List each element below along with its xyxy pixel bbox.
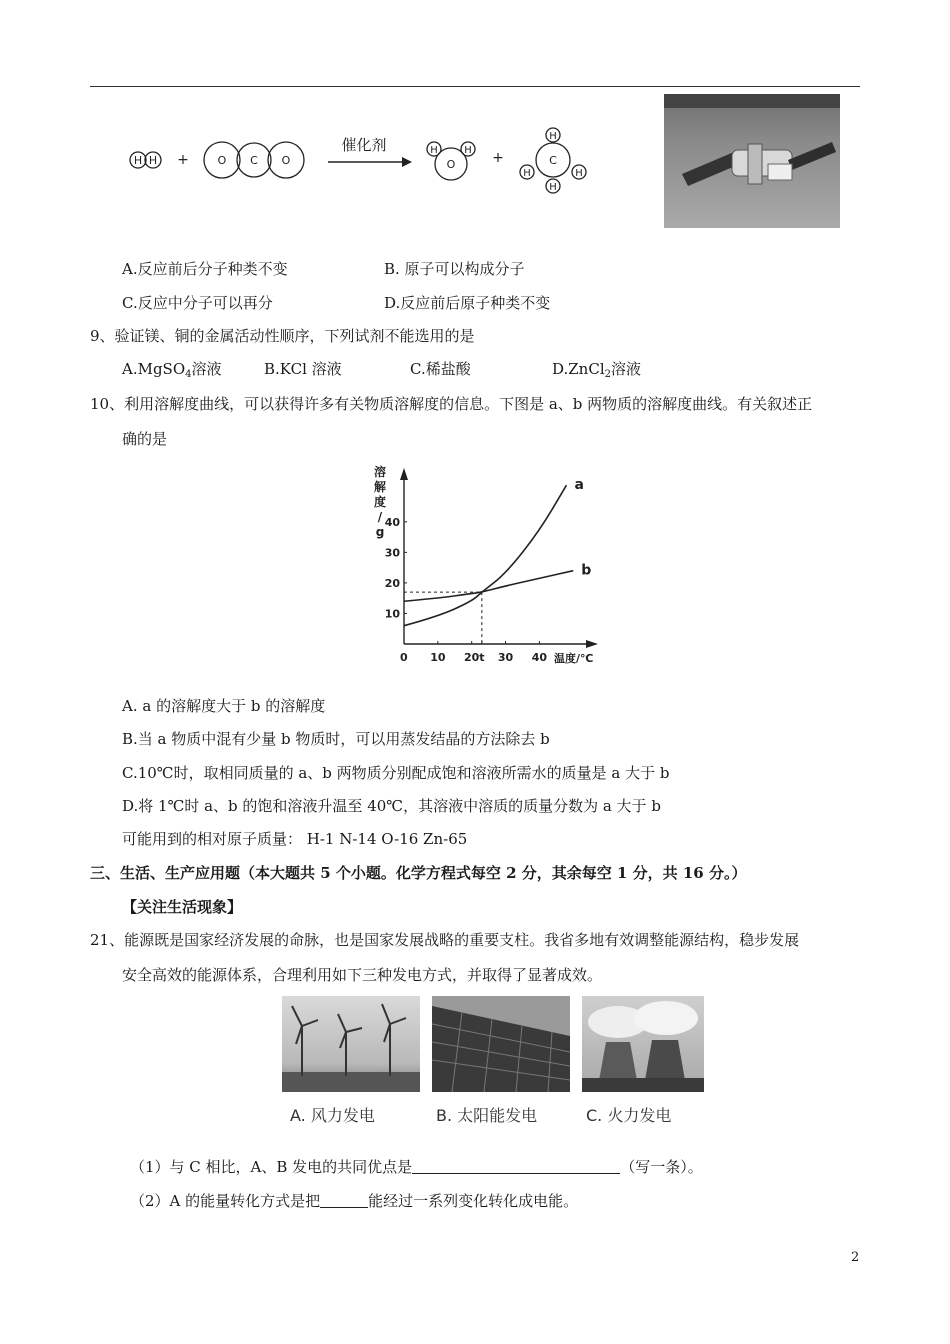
page-number: 2 [851, 1250, 860, 1265]
header-rule [90, 86, 860, 87]
q9-stem: 9、验证镁、铜的金属活动性顺序，下列试剂不能选用的是 [90, 327, 475, 345]
wind-power-photo [282, 996, 420, 1092]
q8-option-b: B. 原子可以构成分子 [384, 260, 525, 278]
q9-option-b: B.KCl 溶液 [264, 360, 342, 378]
q10-option-b: B.当 a 物质中混有少量 b 物质时，可以用蒸发结晶的方法除去 b [122, 730, 550, 748]
atom-label: C [250, 154, 258, 167]
solubility-chart [360, 460, 610, 670]
x-axis-arrow [586, 640, 598, 648]
svg-text:H: H [549, 131, 557, 142]
y-axis-label-char: 溶 [373, 465, 387, 479]
caption-wind: A. 风力发电 [290, 1106, 375, 1125]
catalyst-label: 催化剂 [341, 136, 387, 154]
x-tick-label: 30 [497, 651, 514, 664]
svg-text:H: H [575, 168, 583, 179]
caption-thermal: C. 火力发电 [586, 1106, 672, 1125]
solar-power-photo [432, 996, 570, 1092]
reaction-diagram [120, 118, 600, 200]
y-axis-arrow [400, 468, 408, 480]
y-axis-label-char: / [377, 510, 383, 524]
q9-option-d: D.ZnCl$_2$溶液 [552, 360, 642, 380]
thermal-power-photo [582, 996, 704, 1092]
y-tick-label: 30 [384, 546, 400, 560]
y-axis-label-char: 解 [373, 480, 387, 494]
atom-label: O [217, 154, 227, 167]
answer-blank-1[interactable] [412, 1159, 620, 1174]
q21-stem-line1: 21、能源既是国家经济发展的命脉，也是国家发展战略的重要支柱。我省多地有效调整能源结构，稳步发展 [90, 931, 800, 949]
atom-label: H [133, 154, 143, 167]
svg-text:H: H [464, 145, 472, 156]
section3-subheading: 【关注生活现象】 [122, 898, 243, 916]
plus-sign: + [492, 150, 504, 166]
x-tick-label: 0 [400, 651, 408, 664]
q21-stem-line2: 安全高效的能源体系，合理利用如下三种发电方式，并取得了显著成效。 [122, 966, 603, 984]
x-tick-label: 10 [430, 651, 446, 664]
spacecraft-photo [664, 94, 840, 228]
atom-label: H [148, 154, 158, 167]
q10-option-d: D.将 1℃时 a、b 的饱和溶液升温至 40℃，其溶液中溶质的质量分数为 a 大于 b [122, 797, 661, 815]
answer-blank-2[interactable] [320, 1193, 368, 1208]
q9-option-a: A.MgSO$_4$溶液 [122, 360, 222, 380]
svg-text:H: H [549, 182, 557, 193]
q9-option-c: C.稀盐酸 [410, 360, 471, 378]
y-axis-label-char: 度 [373, 495, 387, 509]
q21-sub2: （2）A 的能量转化方式是把 能经过一系列变化转化成电能。 [130, 1192, 579, 1210]
series-line-a [404, 485, 566, 626]
x-tick-label: 40 [531, 651, 548, 664]
y-tick-label: 40 [384, 515, 400, 529]
section3-heading: 三、生活、生产应用题（本大题共 5 个小题。化学方程式每空 2 分，其余每空 1 分，共 16 分。） [90, 864, 747, 882]
q8-option-d: D.反应前后原子种类不变 [384, 294, 551, 312]
plus-sign: + [177, 152, 189, 168]
series-label-a: a [574, 477, 584, 494]
q21-sub1: （1）与 C 相比，A、B 发电的共同优点是 （写一条）。 [130, 1158, 703, 1176]
q10-stem-line2: 确的是 [122, 430, 168, 448]
q10-option-c: C.10℃时，取相同质量的 a、b 两物质分别配成饱和溶液所需水的质量是 a 大于 b [122, 764, 670, 782]
atom-label: O [281, 154, 291, 167]
atomic-masses: 可能用到的相对原子质量： H-1 N-14 O-16 Zn-65 [122, 830, 468, 848]
q10-stem-line1: 10、利用溶解度曲线，可以获得许多有关物质溶解度的信息。下图是 a、b 两物质的溶解度曲线。有关叙述正 [90, 395, 813, 413]
caption-solar: B. 太阳能发电 [436, 1106, 538, 1125]
x-tick-label: t [479, 651, 485, 664]
x-tick-label: 20 [464, 651, 480, 664]
y-tick-label: 20 [384, 576, 400, 590]
q8-option-a: A.反应前后分子种类不变 [122, 260, 288, 278]
y-axis-label-char: g [375, 525, 385, 539]
q8-option-c: C.反应中分子可以再分 [122, 294, 273, 312]
y-tick-label: 10 [384, 607, 400, 621]
svg-text:H: H [523, 168, 531, 179]
svg-text:O: O [446, 158, 456, 171]
x-axis-label: 温度/℃ [554, 652, 594, 665]
series-label-b: b [581, 562, 592, 579]
svg-text:C: C [549, 154, 557, 167]
q10-option-a: A. a 的溶解度大于 b 的溶解度 [122, 697, 326, 715]
svg-text:H: H [430, 145, 438, 156]
